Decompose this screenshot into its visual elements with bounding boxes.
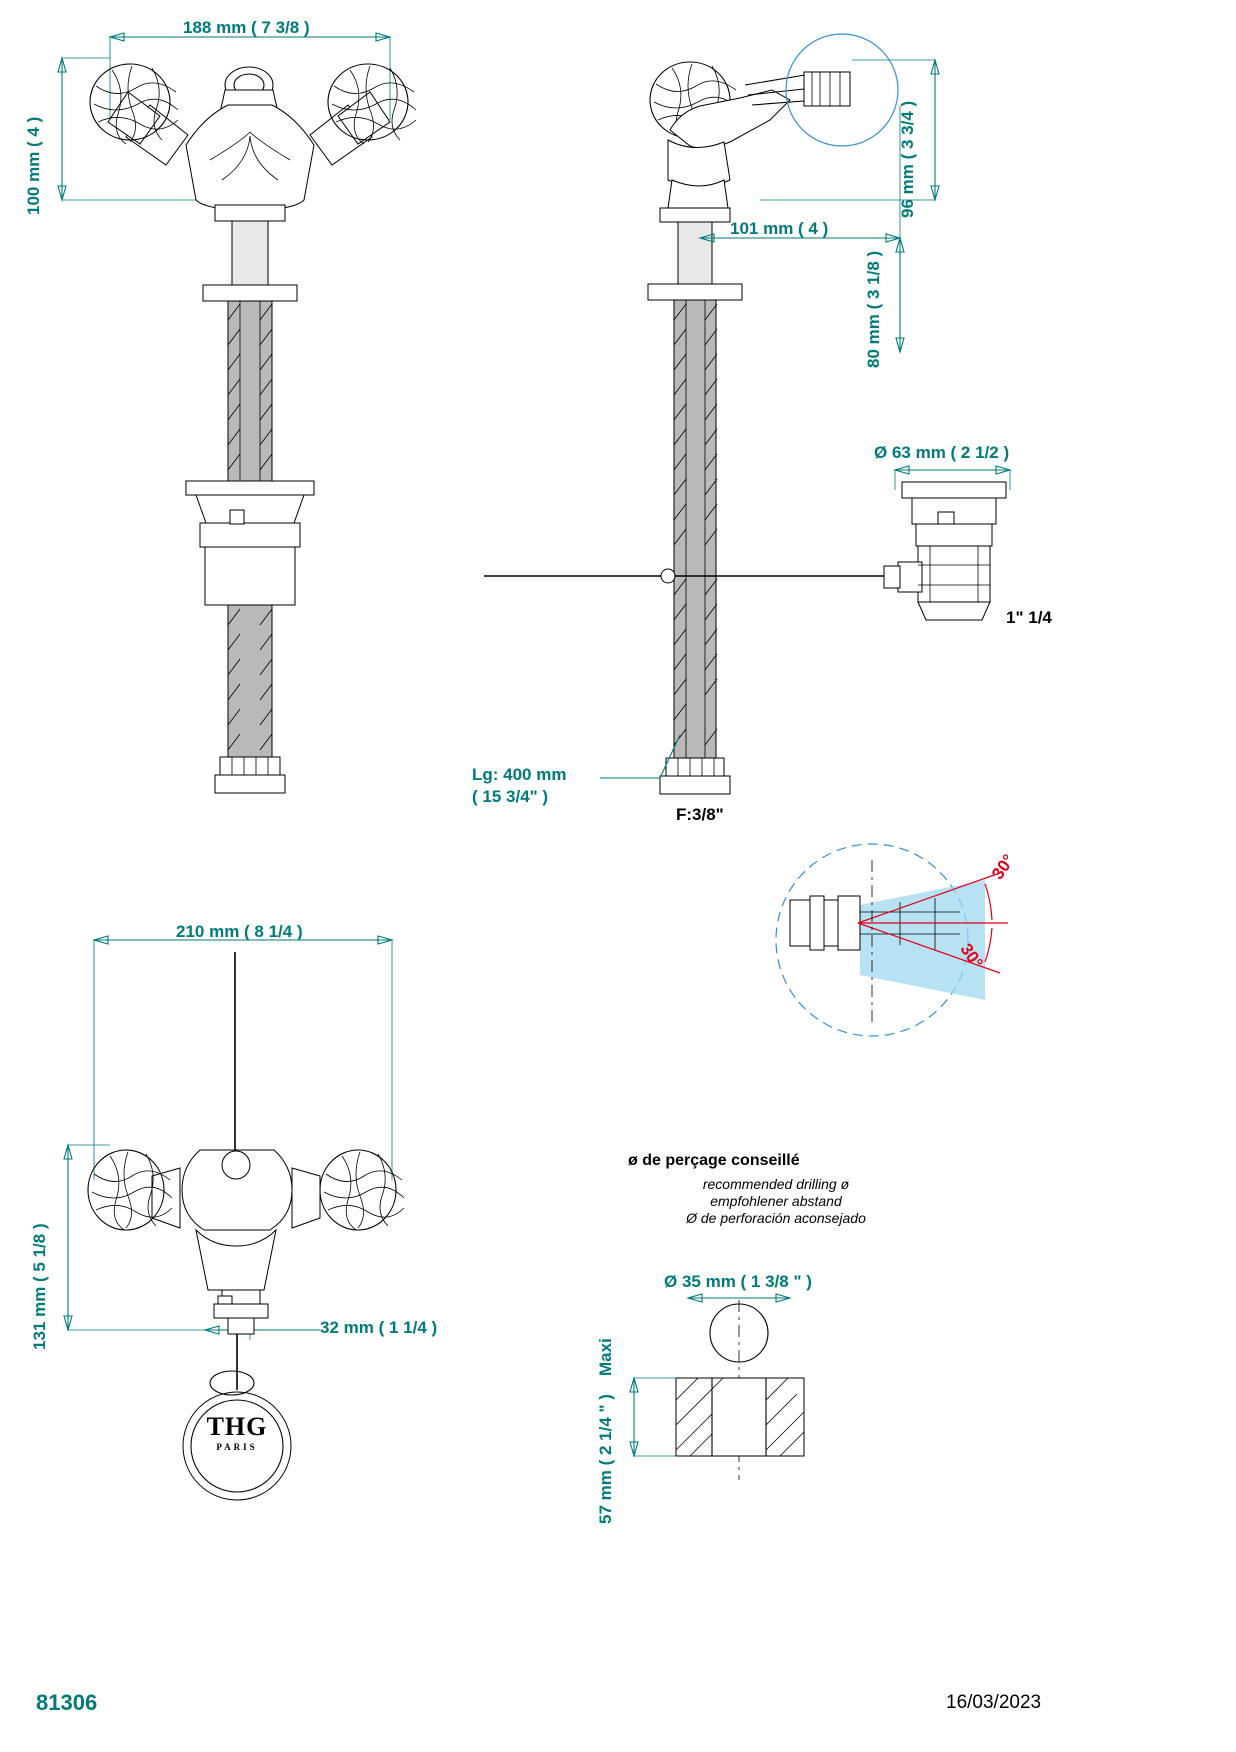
drilling-hole-label: Ø 35 mm ( 1 3/8 " ) xyxy=(664,1272,812,1291)
spout-height-label: 80 mm ( 3 1/8 ) xyxy=(864,250,883,368)
drilling-maxi-label: Maxi xyxy=(596,1338,615,1376)
top-offset-label: 32 mm ( 1 1/4 ) xyxy=(320,1318,438,1337)
swivel-angle-bottom-label: 30° xyxy=(956,940,987,972)
side-view-faucet xyxy=(484,34,898,794)
drilling-translations xyxy=(656,1176,896,1227)
waste-outlet-label: 1" 1/4 xyxy=(1006,608,1052,627)
waste-diameter-label: Ø 63 mm ( 2 1/2 ) xyxy=(874,443,1010,462)
logo-sub-text: PARIS xyxy=(216,1442,258,1452)
swivel-detail xyxy=(776,844,1008,1036)
top-depth-label: 131 mm ( 5 1/8 ) xyxy=(30,1223,49,1350)
thg-logo xyxy=(196,1412,278,1452)
front-width-label: 188 mm ( 7 3/8 ) xyxy=(183,18,310,37)
drilling-line-en: recommended drilling ø xyxy=(702,1176,850,1192)
drawing-code: 81306 xyxy=(36,1690,98,1715)
drilling-detail xyxy=(630,1294,804,1480)
drilling-line-es: Ø de perforación aconsejado xyxy=(686,1210,866,1226)
hose-length-inch-label: ( 15 3/4" ) xyxy=(472,787,549,806)
logo-main-text: THG xyxy=(206,1412,268,1441)
hose-length-label: Lg: 400 mm xyxy=(472,765,567,784)
drilling-line-de: empfohlener abstand xyxy=(710,1193,842,1209)
swivel-angle-top-label: 30° xyxy=(988,850,1019,883)
thread-label: F:3/8" xyxy=(676,805,724,824)
front-height-label: 100 mm ( 4 ) xyxy=(24,116,43,215)
drilling-title-text: ø de perçage conseillé xyxy=(628,1152,800,1169)
waste-assembly xyxy=(884,466,1010,620)
front-view-faucet xyxy=(90,64,416,793)
drawing-date: 16/03/2023 xyxy=(946,1692,1042,1713)
drilling-title xyxy=(628,1152,800,1170)
spout-reach-label: 101 mm ( 4 ) xyxy=(730,219,829,238)
side-dimensions xyxy=(600,60,939,778)
side-height-label: 96 mm ( 3 3/4 ) xyxy=(898,100,917,218)
drilling-thickness-label: 57 mm ( 2 1/4 " ) xyxy=(596,1394,615,1524)
top-width-label: 210 mm ( 8 1/4 ) xyxy=(176,922,303,941)
